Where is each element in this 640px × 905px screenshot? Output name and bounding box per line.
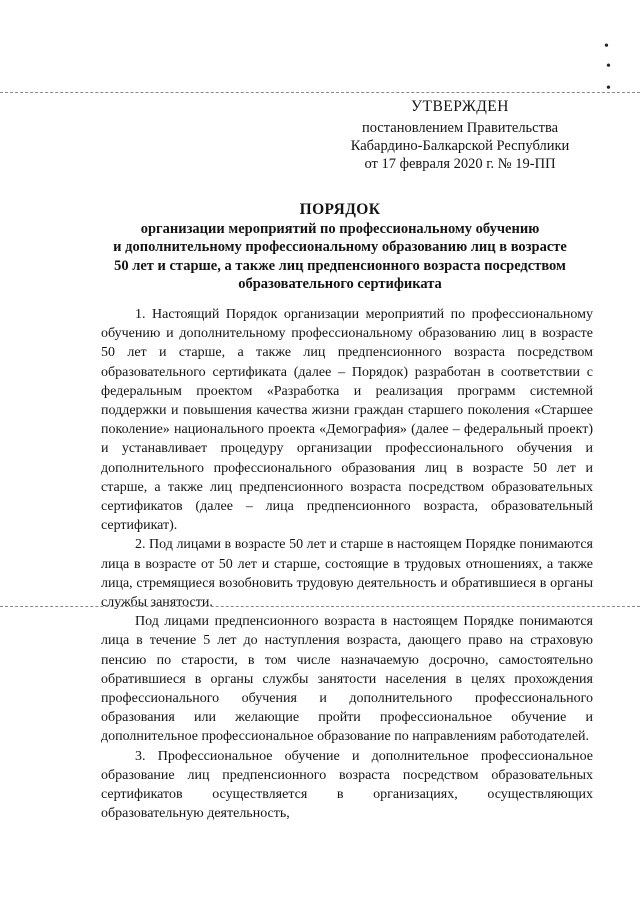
paragraph-2: 2. Под лицами в возрасте 50 лет и старше в настоящем Порядке понимаются лица в возрасте от 50 лет и старше, состоящие в трудовых отношениях, а также лица, стремящиеся возобновить трудовую деятельность и обратившиеся в органы службы занятости.	[101, 537, 593, 611]
title-line: и дополнительному профессиональному образованию лиц в возрасте	[113, 239, 567, 256]
approval-line: Кабардино-Балкарской Республики	[350, 138, 570, 154]
document-body	[101, 305, 593, 823]
paragraph-3: Под лицами предпенсионного возраста в настоящем Порядке понимаются лица в течение 5 лет до наступления возраста, дающего право на страховую пенсию по старости, в том числе назначаемую досрочно, самостоятельно обратившиеся в органы службы занятости населения в целях прохождения профессионального обучения и дополнительного профессионального образования или желающие пройти профессиональное обучение и дополнительное профессиональное образование по направлениям работодателей.	[101, 614, 593, 745]
title-main: ПОРЯДОК	[299, 201, 381, 218]
approval-block	[335, 98, 585, 173]
paragraph-4: 3. Профессиональное обучение и дополнительное профессиональное образование лиц предпенсионного возраста посредством образовательных сертификатов осуществляется в организациях, осуществляющих образовательную деятельность,	[101, 748, 593, 822]
approval-line: от 17 февраля 2020 г. № 19-ПП	[364, 156, 556, 172]
edge-mark: •	[606, 81, 611, 96]
approval-heading: УТВЕРЖДЕН	[411, 98, 509, 115]
title-line: организации мероприятий по профессиональному обучению	[140, 221, 540, 238]
edge-mark: •	[604, 39, 609, 54]
paragraph-1: 1. Настоящий Порядок организации мероприятий по профессиональному обучению и дополнительному профессиональному образованию лиц в возрасте 50 лет и старше, а также лиц предпенсионного возраста посредством образовательного сертификата (далее – Порядок) разработан в соответствии с федеральным проектом «Разработка и реализация программ системной поддержки и повышения качества жизни граждан старшего поколения «Старшее поколение» национального проекта «Демография» (далее – федеральный проект) и устанавливает процедуру организации профессионального обучения и дополнительного профессионального образования лиц в возрасте 50 лет и старше, а также лиц предпенсионного возраста посредством образовательных сертификатов (далее – лица предпенсионного возраста, образовательный сертификат).	[101, 307, 593, 534]
scan-line-top	[0, 92, 640, 93]
document-title	[90, 201, 590, 293]
edge-mark: •	[606, 59, 611, 74]
title-line: 50 лет и старше, а также лиц предпенсионного возраста посредством	[114, 257, 566, 274]
approval-line: постановлением Правительства	[361, 120, 559, 136]
title-line: образовательного сертификата	[238, 275, 442, 292]
